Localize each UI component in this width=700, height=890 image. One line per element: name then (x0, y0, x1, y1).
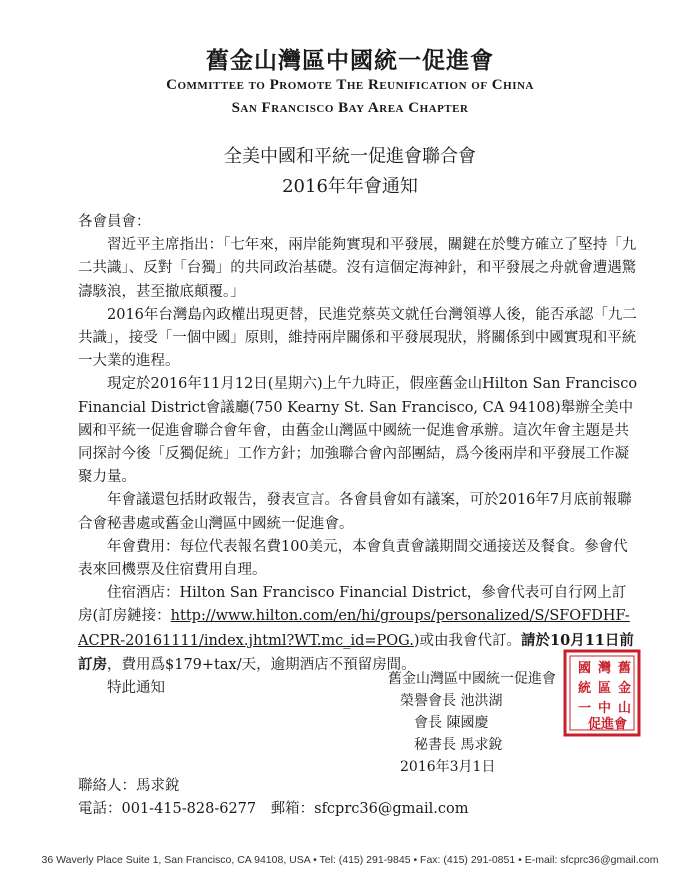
svg-text:中: 中 (598, 701, 612, 716)
paragraph-3: 現定於2016年11月12日(星期六)上午九時正，假座舊金山Hilton San Francisco Financial District會議廳(750 Kearny St. San Francisco, CA 94108)舉辦全美中國和平統一促進會聯合會年會，由舊金山灣區中國統一促進會承辦。這次年會主題是共同探討今後「反獨促統」工作方針；加強聯合會內部團結，爲今後兩岸和平發展工作凝聚力量。 (78, 376, 638, 486)
seal-stamp (562, 648, 642, 738)
svg-text:金: 金 (618, 681, 632, 696)
svg-text:一: 一 (578, 701, 592, 716)
svg-text:促進會: 促進會 (588, 717, 628, 732)
hotel-text-2: )或由我會代訂。 (413, 632, 522, 649)
contact-block (78, 775, 638, 821)
hotel-text: 住宿酒店：Hilton San Francisco Financial District，參會代表可自行网上訂房(訂房鏈接： (78, 585, 627, 625)
notice-title: 全美中國和平統一促進會聯合會 (224, 146, 476, 167)
contact-phone-email: 電話：001-415-828-6277 郵箱：sfcprc36@gmail.com (78, 801, 469, 817)
contact-person: 聯絡人：馬求銳 (78, 778, 180, 794)
salutation: 各會員會： (78, 214, 151, 230)
paragraph-4: 年會議還包括財政報告，發表宣言。各會員會如有議案，可於2016年7月底前報聯合會秘書處或舊金山灣區中國統一促進會。 (78, 492, 632, 532)
booking-link[interactable]: http://www.hilton.com/en/hi/groups/personalized/S/SFOFDHF-ACPR-20161111/index.jhtml?WT.mc_id=POG. (78, 608, 630, 649)
svg-text:統: 統 (578, 681, 592, 696)
paragraph-5: 年會費用：每位代表報名費100美元，本會負責會議期間交通接送及餐食。參會代表來回機票及住宿費用自理。 (78, 538, 628, 579)
paragraph-2: 2016年台灣島內政權出現更替，民進党蔡英文就任台灣領導人後，能否承認「九二共識」，接受「一個中國」原則，維持兩岸關係和平發展現狀，將關係到中國實現和平統一大業的進程。 (78, 306, 637, 370)
hotel-text-3: ，費用爲$179+tax/天，逾期酒店不預留房間。 (107, 656, 416, 673)
org-name-english: Committee to Promote The Reunification of China (166, 77, 534, 93)
paragraph-6 (78, 582, 638, 677)
paragraph-1: 習近平主席指出：「七年來，兩岸能夠實現和平發展，關鍵在於雙方確立了堅持「九二共識」、反對「台獨」的共同政治基礎。沒有這個定海神針，和平發展之舟就會遭遇驚濤駭浪，甚至撤底顛覆。」 (78, 237, 637, 300)
signature-date: 2016年3月1日 (400, 759, 496, 775)
svg-text:區: 區 (598, 681, 612, 696)
svg-text:舊: 舊 (618, 661, 632, 676)
svg-text:灣: 灣 (598, 661, 612, 676)
signature-org: 舊金山灣區中國統一促進會 (388, 671, 556, 687)
svg-text:國: 國 (578, 661, 592, 676)
signature-honorary: 榮譽會長 池洪湖 (400, 693, 503, 709)
signature-secretary: 秘書長 馬求銳 (414, 737, 503, 753)
org-name-chinese: 舊金山灣區中國統一促進會 (206, 47, 494, 74)
svg-text:山: 山 (618, 701, 632, 716)
org-chapter-english: San Francisco Bay Area Chapter (231, 100, 469, 116)
notice-subtitle: 2016年年會通知 (282, 176, 418, 197)
signature-president: 會長 陳國慶 (414, 715, 489, 731)
footer-address: 36 Waverly Place Suite 1, San Francisco, CA 94108, USA • Tel: (415) 291-9845 • Fax: (415) 291-0851 • E-mail: sfcprc36@gmail.com (41, 854, 659, 866)
closing: 特此通知 (107, 680, 165, 697)
letter-body (78, 211, 638, 700)
booking-deadline: 請於10月11日前訂房 (78, 631, 634, 673)
